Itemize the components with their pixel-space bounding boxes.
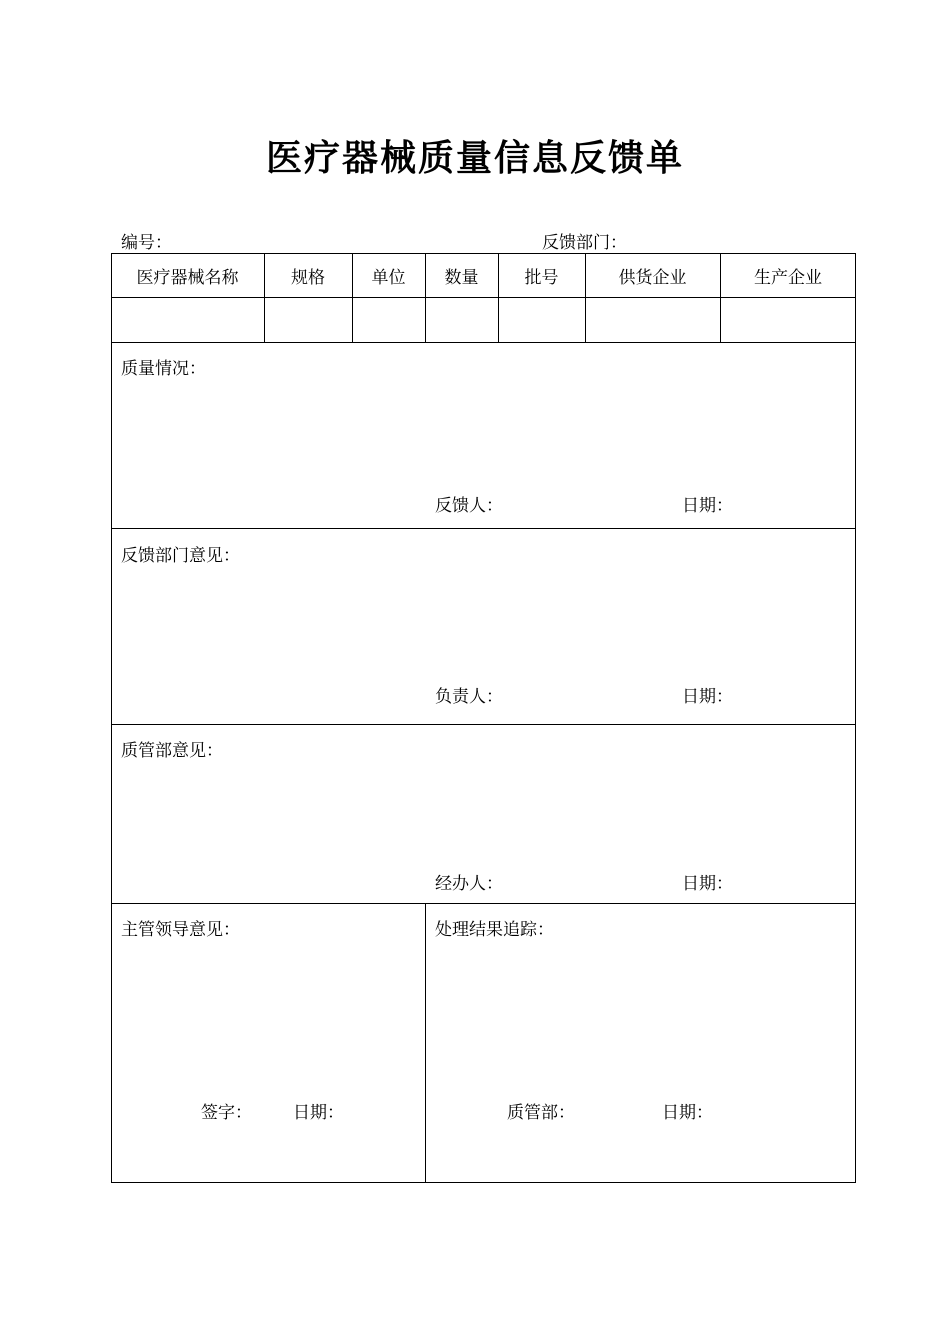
quality-situation-label: 质量情况： xyxy=(121,359,206,379)
column-header-batch: 批号 xyxy=(524,267,559,288)
section-divider-quality xyxy=(111,528,856,529)
leader-opinion-label: 主管领导意见： xyxy=(121,920,240,940)
leader-date-label: 日期： xyxy=(293,1103,344,1123)
column-header-manufacturer: 生产企业 xyxy=(754,267,822,288)
table-cell-manufacturer[interactable] xyxy=(720,297,856,342)
column-header-device-name: 医疗器械名称 xyxy=(136,267,239,288)
signature-label: 签字： xyxy=(201,1103,252,1123)
responsible-person-label: 负责人： xyxy=(435,687,503,707)
number-label: 编号： xyxy=(121,233,172,253)
tracking-date-label: 日期： xyxy=(662,1103,713,1123)
qm-opinion-label: 质管部意见： xyxy=(121,741,223,761)
dept-date-label: 日期： xyxy=(682,687,733,707)
document-title: 医疗器械质量信息反馈单 xyxy=(265,137,684,179)
table-cell-supplier[interactable] xyxy=(585,297,720,342)
handler-label: 经办人： xyxy=(435,874,503,894)
table-cell-quantity[interactable] xyxy=(425,297,498,342)
column-header-supplier: 供货企业 xyxy=(618,267,687,288)
table-cell-batch[interactable] xyxy=(498,297,585,342)
feedback-person-label: 反馈人： xyxy=(435,496,503,516)
bottom-section-divider xyxy=(425,903,426,1183)
table-cell-spec[interactable] xyxy=(264,297,352,342)
column-header-unit: 单位 xyxy=(371,267,406,288)
section-divider-qm xyxy=(111,903,856,904)
section-divider-dept xyxy=(111,724,856,725)
column-header-quantity: 数量 xyxy=(444,267,479,288)
result-tracking-label: 处理结果追踪： xyxy=(435,920,554,940)
qm-dept-label: 质管部： xyxy=(507,1103,575,1123)
table-cell-device-name[interactable] xyxy=(111,297,264,342)
feedback-form-table xyxy=(111,253,856,1183)
column-header-spec: 规格 xyxy=(291,267,325,288)
dept-opinion-label: 反馈部门意见： xyxy=(121,546,240,566)
row-divider-data xyxy=(111,342,856,343)
quality-date-label: 日期： xyxy=(682,496,733,516)
table-cell-unit[interactable] xyxy=(352,297,425,342)
feedback-dept-label: 反馈部门： xyxy=(542,233,627,253)
qm-date-label: 日期： xyxy=(682,874,733,894)
